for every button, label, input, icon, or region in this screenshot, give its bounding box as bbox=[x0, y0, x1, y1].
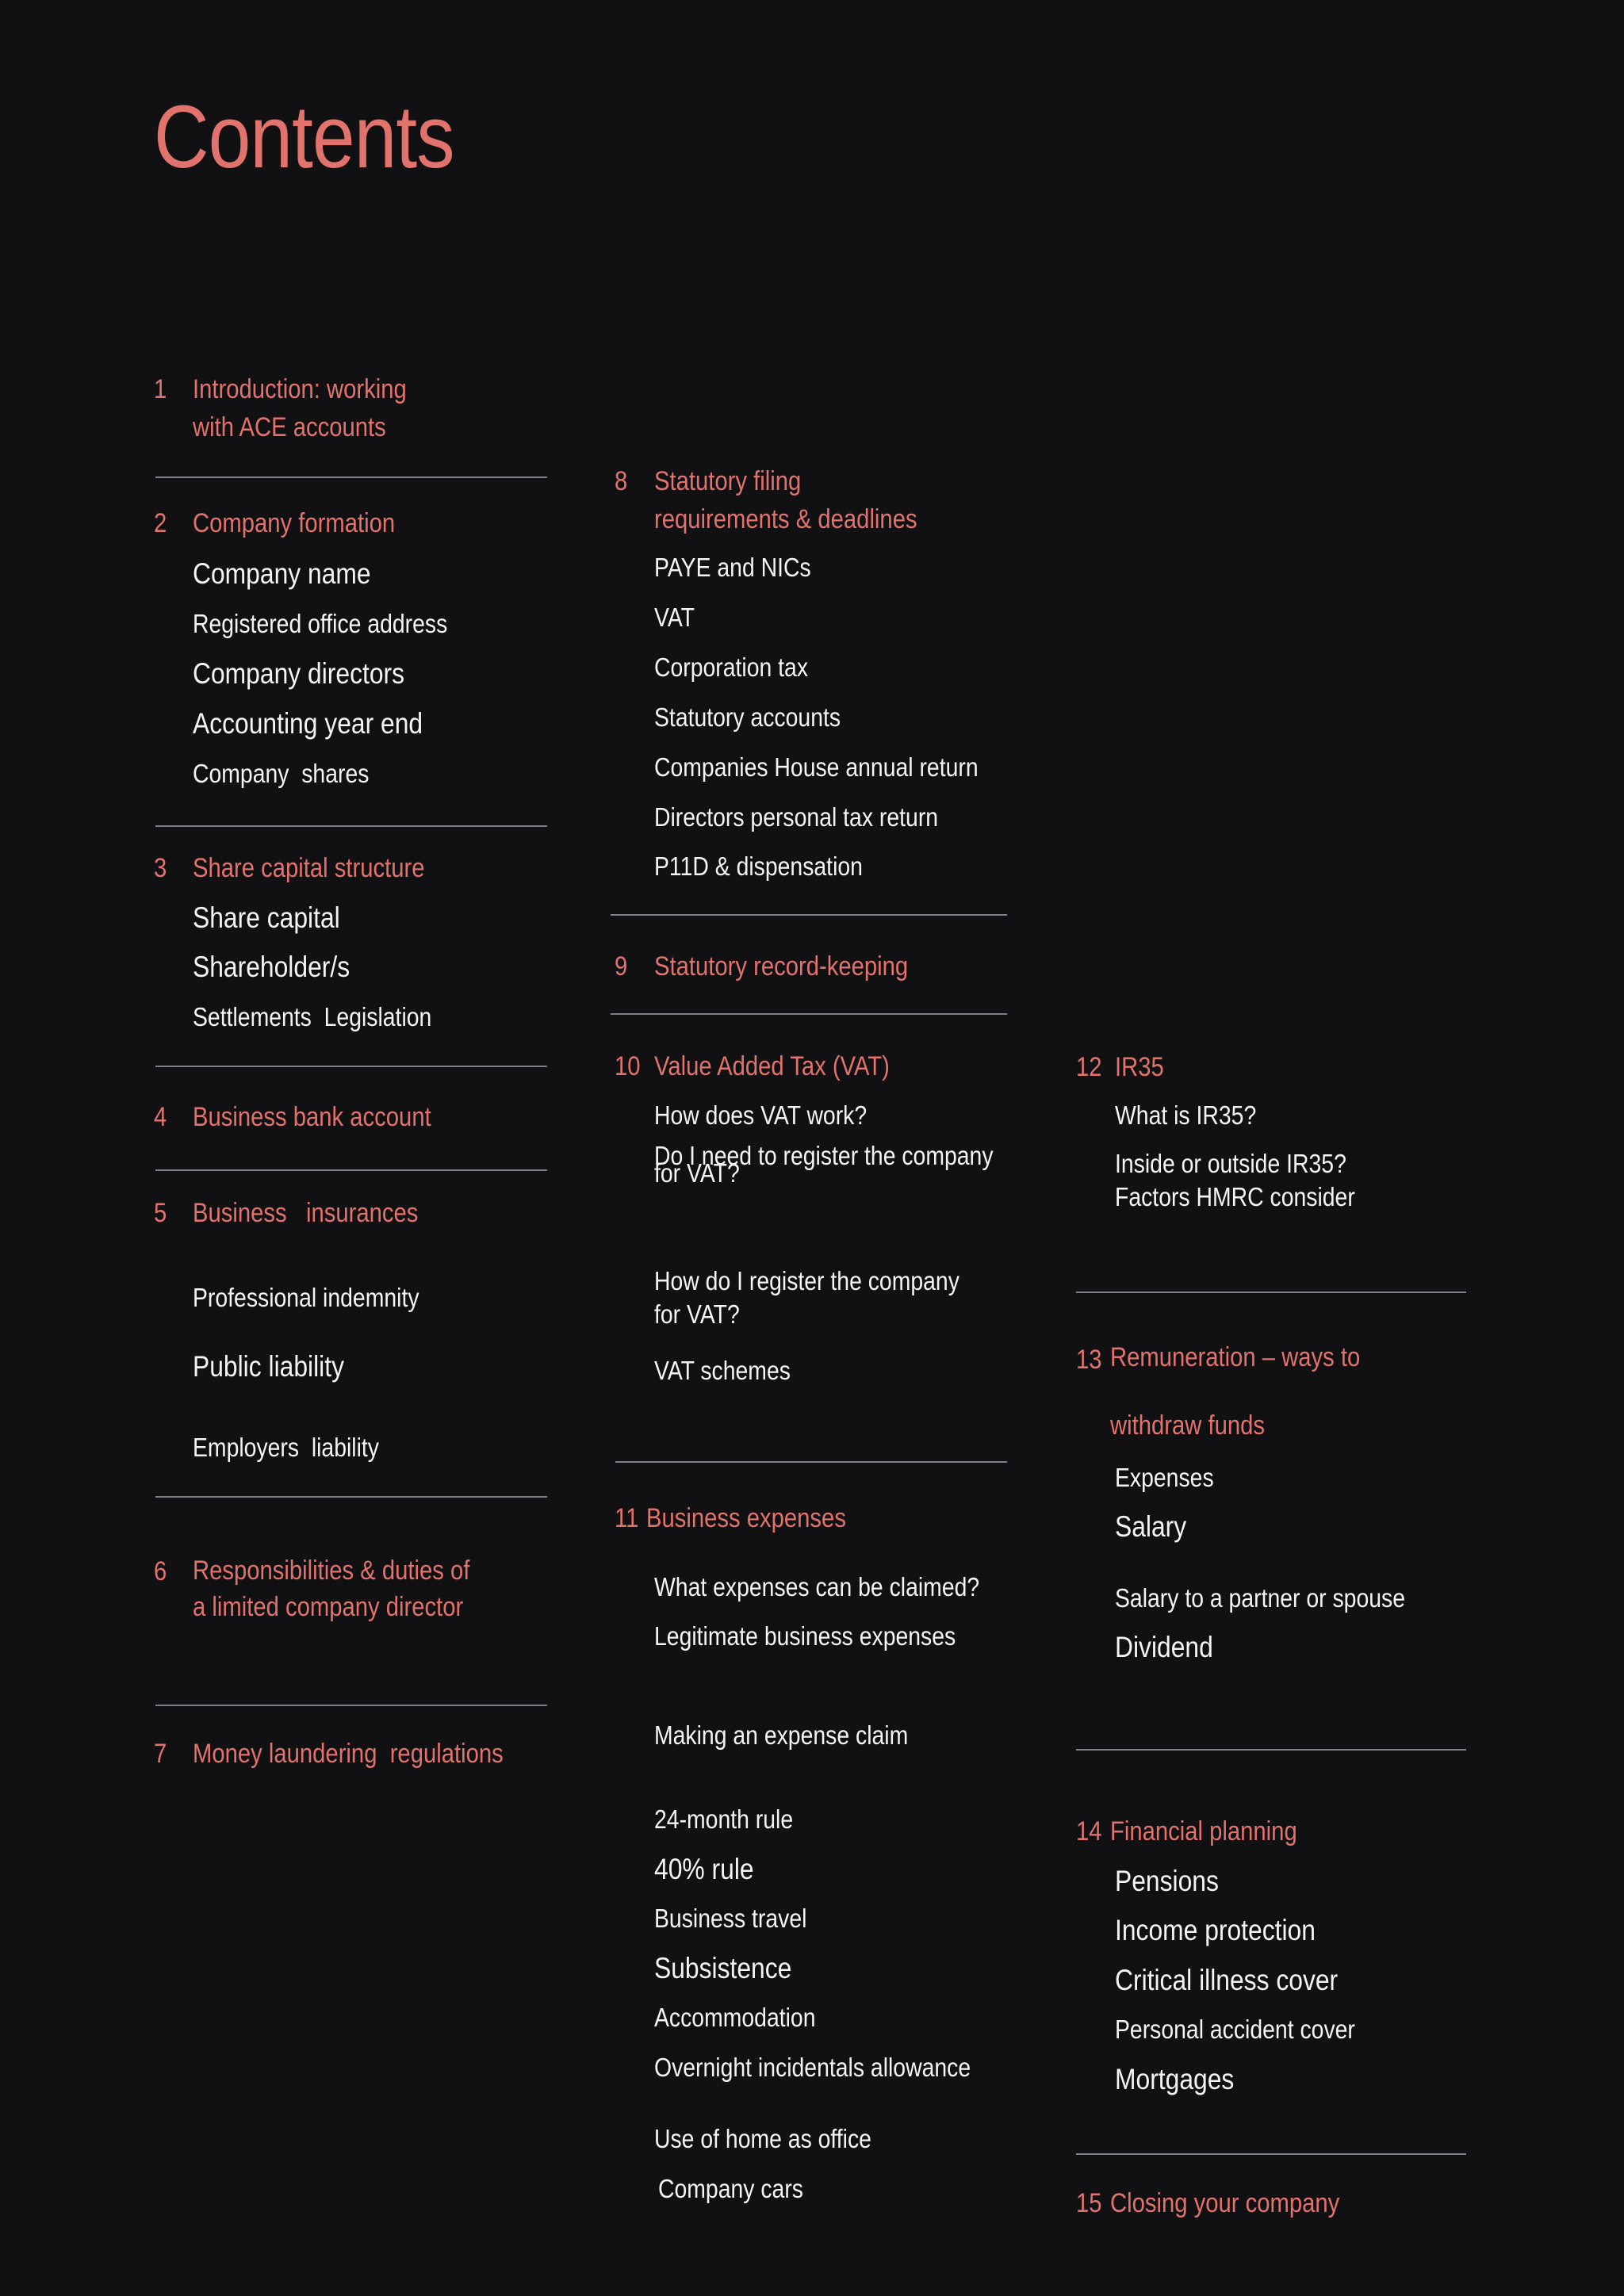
section-number: 5 bbox=[154, 1198, 167, 1228]
contents-item[interactable]: Critical illness cover bbox=[1115, 1964, 1339, 1996]
section-heading-ir35[interactable]: IR35 bbox=[1115, 1052, 1164, 1082]
section-number: 14 bbox=[1076, 1816, 1102, 1846]
divider bbox=[1076, 2153, 1466, 2155]
contents-item[interactable]: Professional indemnity bbox=[193, 1283, 419, 1312]
divider bbox=[1076, 1749, 1466, 1751]
divider bbox=[155, 825, 547, 827]
divider bbox=[155, 476, 547, 478]
section-heading-statutory-filing[interactable]: Statutory filing requirements & deadlines bbox=[654, 466, 917, 534]
page-title: Contents bbox=[154, 87, 454, 186]
section-heading-remuneration[interactable]: Remuneration – ways to withdraw funds bbox=[1110, 1342, 1361, 1441]
section-heading-money-laundering[interactable]: Money laundering regulations bbox=[193, 1739, 504, 1769]
section-heading-company-formation[interactable]: Company formation bbox=[193, 508, 396, 538]
contents-item[interactable]: Statutory accounts bbox=[654, 702, 841, 732]
contents-item[interactable]: Expenses bbox=[1115, 1463, 1214, 1492]
section-number: 10 bbox=[615, 1051, 641, 1081]
contents-item[interactable]: 40% rule bbox=[654, 1853, 754, 1885]
section-number: 2 bbox=[154, 508, 167, 538]
contents-item[interactable]: VAT schemes bbox=[654, 1356, 791, 1385]
contents-item[interactable]: How do I register the company for VAT? bbox=[654, 1266, 959, 1329]
section-number: 7 bbox=[154, 1739, 167, 1769]
contents-item[interactable]: Pensions bbox=[1115, 1865, 1219, 1897]
contents-item[interactable]: PAYE and NICs bbox=[654, 553, 811, 582]
contents-item[interactable]: How does VAT work? bbox=[654, 1100, 868, 1130]
divider bbox=[611, 1013, 1007, 1015]
contents-item[interactable]: Corporation tax bbox=[654, 652, 809, 682]
contents-item[interactable]: Shareholder/s bbox=[193, 951, 350, 983]
section-heading-closing-your-company[interactable]: Closing your company bbox=[1110, 2188, 1340, 2218]
contents-item[interactable]: Overnight incidentals allowance bbox=[654, 2053, 971, 2082]
contents-item[interactable]: Salary to a partner or spouse bbox=[1115, 1583, 1405, 1613]
divider bbox=[155, 1705, 547, 1706]
section-heading-financial-planning[interactable]: Financial planning bbox=[1110, 1816, 1297, 1846]
section-heading-business-insurances[interactable]: Business insurances bbox=[193, 1198, 419, 1228]
contents-item[interactable]: Income protection bbox=[1115, 1914, 1316, 1946]
section-heading-vat[interactable]: Value Added Tax (VAT) bbox=[654, 1051, 890, 1081]
contents-item[interactable]: Accommodation bbox=[654, 2003, 816, 2032]
contents-item[interactable]: What expenses can be claimed? bbox=[654, 1572, 980, 1601]
contents-item[interactable]: 24-month rule bbox=[654, 1804, 794, 1834]
section-number: 15 bbox=[1076, 2188, 1102, 2218]
contents-item[interactable]: What is IR35? bbox=[1115, 1100, 1257, 1130]
contents-item[interactable]: Salary bbox=[1115, 1510, 1187, 1543]
contents-item[interactable]: Company directors bbox=[193, 657, 405, 690]
section-heading-statutory-record-keeping[interactable]: Statutory record-keeping bbox=[654, 951, 909, 982]
section-number: 11 bbox=[615, 1503, 639, 1533]
contents-item[interactable]: Use of home as office bbox=[654, 2124, 871, 2153]
divider bbox=[615, 1461, 1007, 1463]
section-heading-introduction[interactable]: Introduction: working with ACE accounts bbox=[193, 374, 407, 442]
divider bbox=[611, 914, 1007, 916]
contents-item[interactable]: Registered office address bbox=[193, 609, 448, 638]
section-number: 8 bbox=[615, 466, 628, 496]
divider bbox=[1076, 1292, 1466, 1293]
contents-item[interactable]: P11D & dispensation bbox=[654, 851, 863, 881]
section-heading-business-bank-account[interactable]: Business bank account bbox=[193, 1102, 431, 1132]
divider bbox=[155, 1169, 547, 1171]
section-number: 1 bbox=[154, 374, 167, 404]
contents-item[interactable]: Public liability bbox=[193, 1350, 345, 1383]
contents-item[interactable]: Share capital bbox=[193, 901, 340, 934]
contents-item[interactable]: Do I need to register the company for VAT? bbox=[654, 1141, 994, 1188]
section-number: 12 bbox=[1076, 1052, 1102, 1082]
contents-item[interactable]: Mortgages bbox=[1115, 2063, 1235, 2095]
contents-item[interactable]: VAT bbox=[654, 603, 695, 632]
contents-item[interactable]: Companies House annual return bbox=[654, 752, 979, 782]
section-heading-share-capital-structure[interactable]: Share capital structure bbox=[193, 853, 425, 883]
contents-item[interactable]: Company name bbox=[193, 557, 371, 590]
contents-item[interactable]: Personal accident cover bbox=[1115, 2015, 1355, 2044]
section-heading-business-expenses[interactable]: Business expenses bbox=[646, 1503, 846, 1533]
section-number: 9 bbox=[615, 951, 628, 982]
section-number: 4 bbox=[154, 1102, 167, 1132]
contents-item[interactable]: Making an expense claim bbox=[654, 1720, 909, 1750]
section-number: 13 bbox=[1076, 1345, 1102, 1375]
contents-item[interactable]: Settlements Legislation bbox=[193, 1002, 432, 1031]
divider bbox=[155, 1066, 547, 1067]
contents-item[interactable]: Dividend bbox=[1115, 1631, 1213, 1663]
contents-item[interactable]: Accounting year end bbox=[193, 707, 423, 740]
contents-item[interactable]: Company cars bbox=[658, 2174, 803, 2203]
contents-item[interactable]: Subsistence bbox=[654, 1952, 792, 1984]
contents-item[interactable]: Company shares bbox=[193, 759, 370, 788]
section-number: 3 bbox=[154, 853, 167, 883]
contents-item[interactable]: Employers liability bbox=[193, 1433, 379, 1462]
section-number: 6 bbox=[154, 1556, 167, 1586]
contents-item[interactable]: Business travel bbox=[654, 1904, 807, 1933]
contents-item[interactable]: Legitimate business expenses bbox=[654, 1621, 956, 1651]
contents-item[interactable]: Inside or outside IR35? Factors HMRC consider bbox=[1115, 1149, 1355, 1211]
section-heading-director-duties[interactable]: Responsibilities & duties of a limited company director bbox=[193, 1556, 470, 1622]
contents-item[interactable]: Directors personal tax return bbox=[654, 802, 939, 832]
divider bbox=[155, 1496, 547, 1498]
